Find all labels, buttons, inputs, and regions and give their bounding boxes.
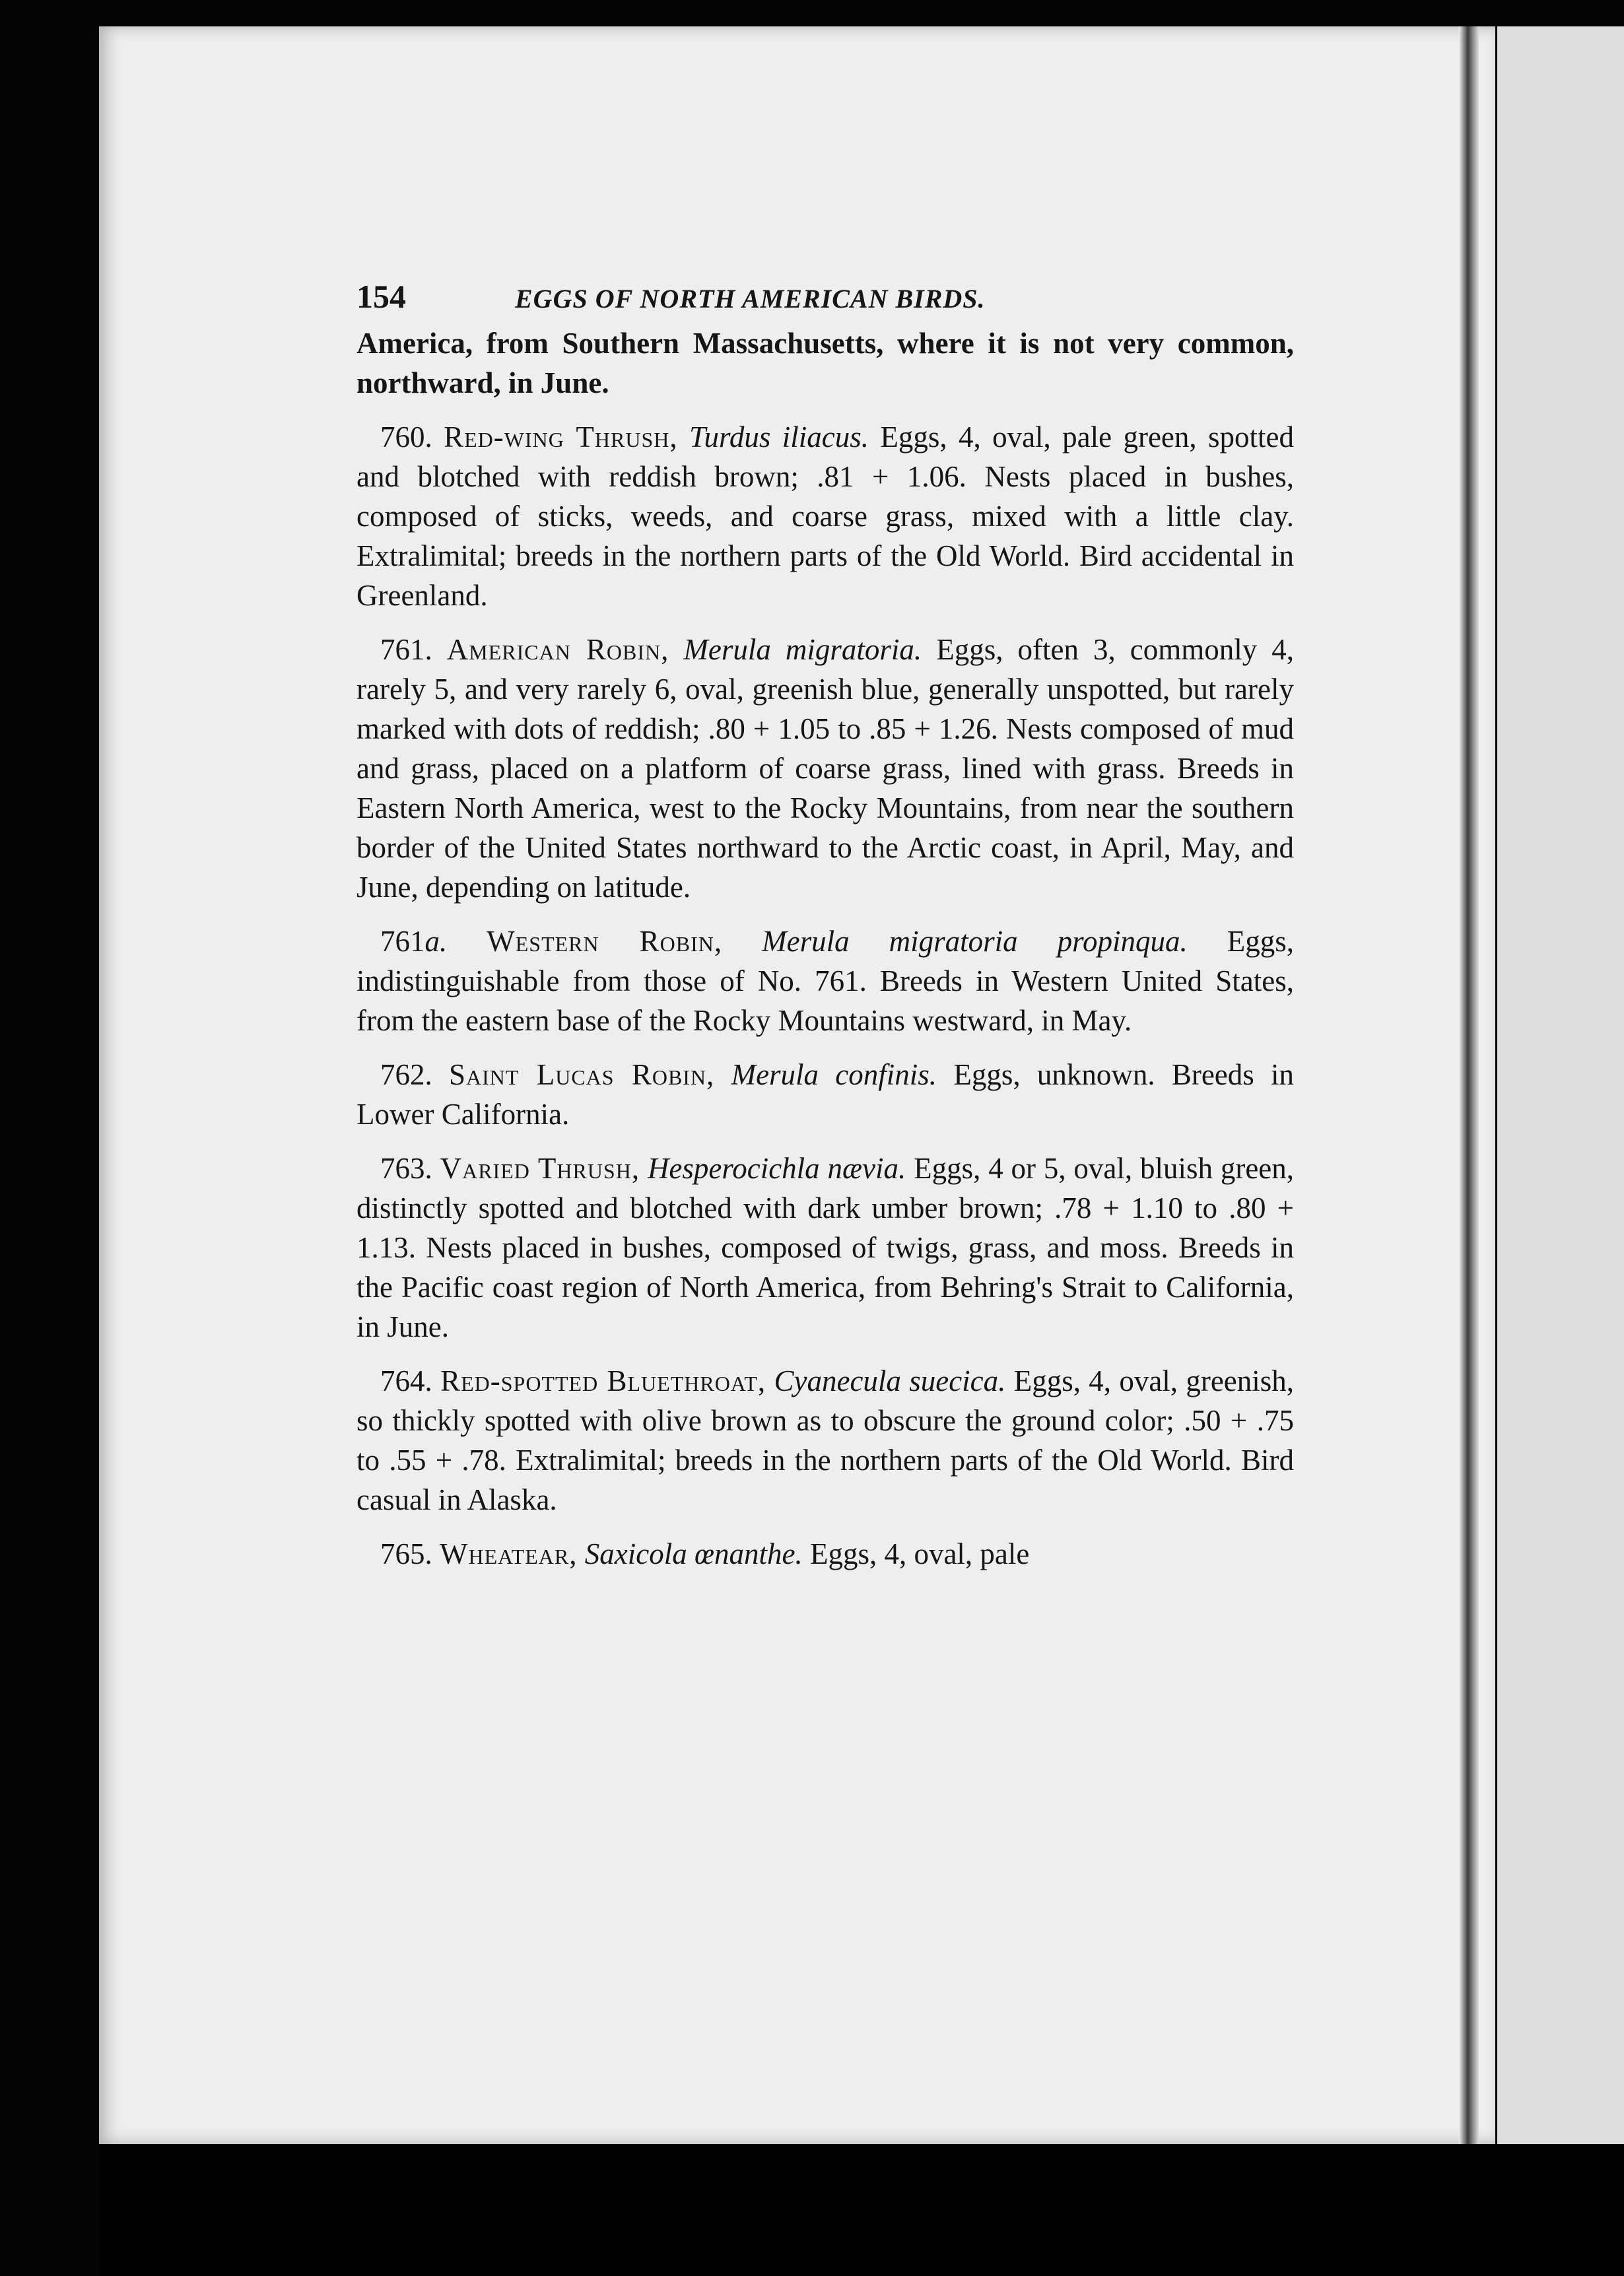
entry-body: Eggs, often 3, commonly 4, rarely 5, and very rarely 6, oval, greenish blue, generally unspotted, but rarely marked with dots of reddish; .80 + 1.05 to .85 + 1.26. Nests composed of mud and grass, placed on a platform of coarse grass, lined with grass. Breeds in Eastern North America, west to the Rocky Mountains, from near the southern border of the United States northward to the Arctic coast, in April, May, and June, depending on latitude. [356,633,1294,904]
entry-body: Eggs, 4, oval, pale green, spotted and blotched with reddish brown; .81 + 1.06. Nests placed in bushes, composed of sticks, weeds, and coarse grass, mixed with a little clay. Extralimital; breeds in the northern parts of the Old World. Bird accidental in Greenland. [356,420,1294,612]
entry-body: Eggs, 4, oval, greenish, so thickly spotted with olive brown as to obscure the ground color; .50 + .75 to .55 + .78. Extralimital; breeds in the northern parts of the Old World. Bird casual in Alaska. [356,1364,1295,1516]
entry-763 [356,1149,1294,1347]
entry-number: 760. [380,420,432,453]
common-name: Western Robin, [487,925,723,958]
latin-name: Merula migratoria. [683,633,922,666]
common-name: Varied Thrush, [440,1152,640,1185]
entry-body: Eggs, 4 or 5, oval, bluish green, distinctly spotted and blotched with dark umber brown; .78 + 1.10 to .80 + 1.13. Nests placed in bushes, composed of twigs, grass, and moss. Breeds in the Pacific coast region of North America, from Behring's Strait to California, in June. [356,1152,1295,1343]
entry-number-suffix: a. [424,925,448,958]
scan-border [99,2144,1624,2276]
entry-number: 764. [380,1364,432,1397]
entry-number: 761. [380,633,432,666]
latin-name: Saxicola œnanthe. [584,1537,803,1570]
latin-name: Cyanecula suecica. [774,1364,1006,1397]
common-name: Saint Lucas Robin, [449,1058,715,1091]
common-name: Wheatear, [440,1537,578,1570]
entry-765 [356,1534,1294,1574]
entry-body: Eggs, unknown. Breeds in Lower California. [356,1058,1295,1131]
entry-number: 761 [380,925,425,958]
entry-body: Eggs, indistinguishable from those of No. 761. Breeds in Western United States, from the eastern base of the Rocky Mountains westward, in May. [356,925,1295,1037]
running-head-title: EGGS OF NORTH AMERICAN BIRDS. [515,284,986,314]
continuation-text: America, from Southern Massachusetts, where it is not very common, northward, in June. [356,327,1294,399]
entry-number: 762. [380,1058,432,1091]
entry-764 [356,1361,1294,1520]
common-name: Red-spotted Bluethroat, [440,1364,766,1397]
latin-name: Merula confinis. [731,1058,937,1091]
entry-760 [356,417,1294,615]
page-gutter [1459,26,1479,2144]
entry-body: Eggs, 4, oval, pale [809,1537,1030,1570]
common-name: Red-wing Thrush, [444,420,678,453]
facing-page-edge [1497,26,1624,2144]
latin-name: Turdus iliacus. [689,420,869,453]
page-number: 154 [356,278,406,315]
entry-number: 763. [380,1152,432,1185]
entry-761 [356,630,1294,907]
entry-761a [356,921,1294,1040]
common-name: American Robin, [446,633,669,666]
running-head [356,277,1294,323]
continuation-paragraph [356,323,1294,403]
latin-name: Merula migratoria propinqua. [762,925,1188,958]
latin-name: Hesperocichla nævia. [647,1152,906,1185]
entry-762 [356,1055,1294,1134]
page-content [356,277,1294,1588]
entry-number: 765. [380,1537,432,1570]
